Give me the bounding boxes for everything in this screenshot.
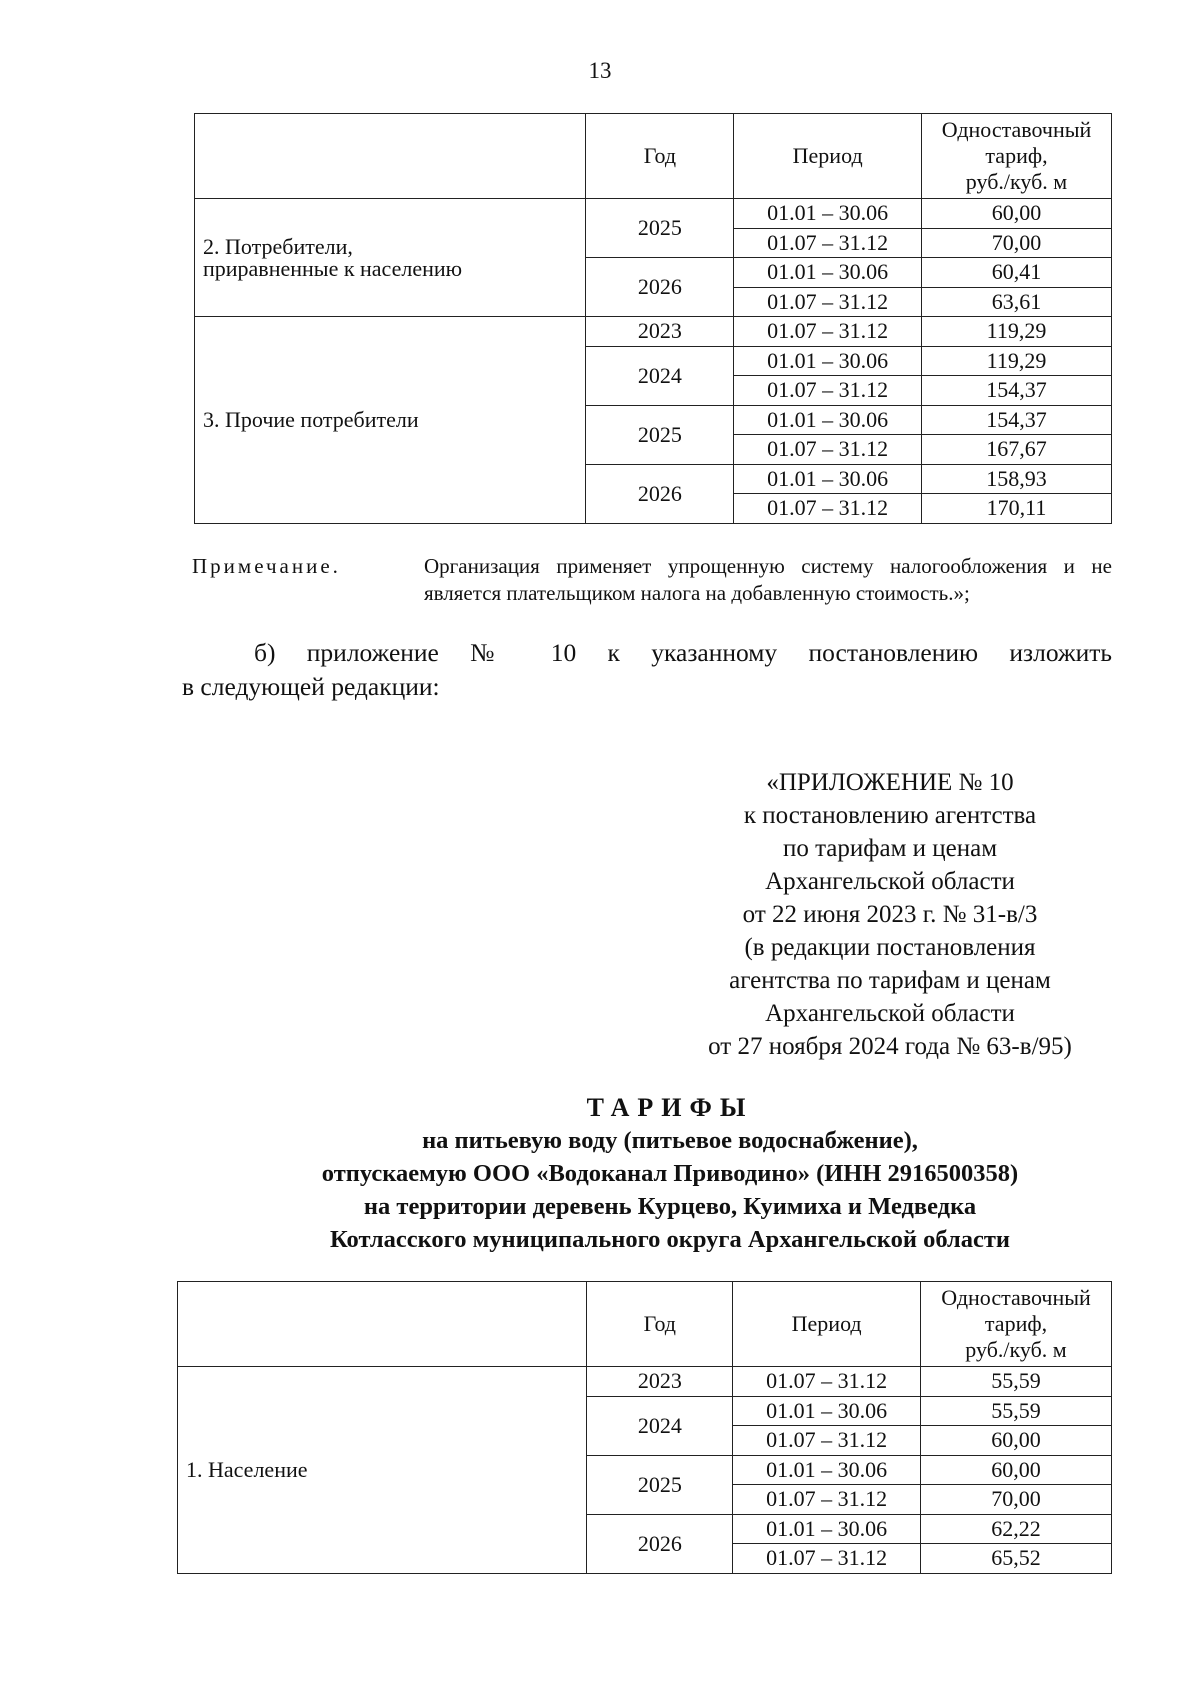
appendix-line: к постановлению агентства [743, 802, 1037, 829]
page-number: 13 [588, 58, 612, 83]
tariff-table-drinking-water [177, 1281, 1112, 1574]
appendix-line: (в редакции постановления [744, 934, 1036, 961]
header-tariff [922, 114, 1112, 199]
tariff-cell: 55,59 [921, 1396, 1112, 1426]
header-tariff [921, 1282, 1112, 1367]
tariff-cell: 119,29 [922, 317, 1112, 347]
tariff-cell: 167,67 [922, 435, 1112, 465]
year-cell: 2025 [586, 199, 734, 258]
year-cell: 2026 [586, 464, 734, 523]
category-line: 1. Население [186, 1456, 308, 1482]
appendix-line: «ПРИЛОЖЕНИЕ № 10 [766, 769, 1014, 796]
appendix-line: агентства по тарифам и ценам [729, 967, 1051, 994]
year-cell: 2025 [586, 405, 734, 464]
paragraph-line-2: в следующей редакции: [182, 672, 440, 701]
heading-line: отпускаемую ООО «Водоканал Приводино» (ИНН 2916500358) [321, 1160, 1019, 1187]
period-cell: 01.01 – 30.06 [734, 346, 922, 376]
period-cell: 01.01 – 30.06 [734, 199, 922, 229]
year-cell: 2026 [586, 258, 734, 317]
year-cell: 2024 [587, 1396, 733, 1455]
period-cell: 01.07 – 31.12 [734, 435, 922, 465]
tariff-cell: 55,59 [921, 1367, 1112, 1397]
period-cell: 01.07 – 31.12 [734, 317, 922, 347]
period-cell: 01.07 – 31.12 [734, 287, 922, 317]
heading-title: ТАРИФЫ [586, 1093, 754, 1122]
table-row [178, 1367, 1112, 1397]
appendix-reference [668, 766, 1112, 1063]
header-tariff-line: Одноставочный [941, 1285, 1091, 1311]
tariff-cell: 62,22 [921, 1514, 1112, 1544]
header-category [178, 1282, 587, 1367]
appendix-line: Архангельской области [765, 868, 1015, 895]
period-cell: 01.01 – 30.06 [733, 1455, 921, 1485]
period-cell: 01.01 – 30.06 [734, 405, 922, 435]
header-year: Год [587, 1282, 733, 1367]
tariff-cell: 119,29 [922, 346, 1112, 376]
header-tariff-line: тариф, [984, 1311, 1048, 1337]
tariff-table-continued [194, 113, 1112, 524]
period-cell: 01.07 – 31.12 [733, 1367, 921, 1397]
appendix-line: от 27 ноября 2024 года № 63-в/95) [708, 1033, 1072, 1060]
year-cell: 2026 [587, 1514, 733, 1573]
table-row [195, 199, 1112, 229]
tariff-cell: 60,00 [921, 1426, 1112, 1456]
header-tariff-line: Одноставочный [941, 117, 1092, 143]
heading-line: на питьевую воду (питьевое водоснабжение), [422, 1127, 918, 1154]
tariff-cell: 63,61 [922, 287, 1112, 317]
tariff-cell: 154,37 [922, 405, 1112, 435]
header-category [195, 114, 586, 199]
period-cell: 01.07 – 31.12 [734, 228, 922, 258]
period-cell: 01.07 – 31.12 [734, 376, 922, 406]
header-tariff-line: руб./куб. м [965, 1336, 1067, 1362]
paragraph-line-1: б) приложение № 10 к указанному постановлению изложить [254, 638, 1112, 667]
note [192, 553, 1112, 607]
appendix-line: от 22 июня 2023 г. № 31-в/3 [742, 901, 1038, 928]
tariff-cell: 158,93 [922, 464, 1112, 494]
note-text: Организация применяет упрощенную систему налогообложения и не является плательщиком налога на добавленную стоимость.»; [424, 554, 1112, 605]
tariff-cell: 60,00 [922, 199, 1112, 229]
period-cell: 01.07 – 31.12 [733, 1544, 921, 1574]
period-cell: 01.07 – 31.12 [733, 1426, 921, 1456]
period-cell: 01.01 – 30.06 [733, 1396, 921, 1426]
period-cell: 01.01 – 30.06 [734, 464, 922, 494]
table-row [195, 317, 1112, 347]
tariff-cell: 170,11 [922, 494, 1112, 524]
amendment-paragraph [182, 636, 1112, 704]
year-cell: 2024 [586, 346, 734, 405]
header-tariff-line: тариф, [985, 143, 1048, 169]
tariff-heading [0, 1091, 1200, 1256]
period-cell: 01.01 – 30.06 [733, 1514, 921, 1544]
year-cell: 2025 [587, 1455, 733, 1514]
category-line: приравненные к населению [203, 255, 463, 281]
period-cell: 01.07 – 31.12 [733, 1485, 921, 1515]
category-line: 2. Потребители, [203, 233, 353, 259]
tariff-cell: 60,41 [922, 258, 1112, 288]
appendix-line: Архангельской области [765, 1000, 1015, 1027]
tariff-cell: 154,37 [922, 376, 1112, 406]
heading-line: Котласского муниципального округа Архангельской области [330, 1226, 1010, 1253]
tariff-cell: 65,52 [921, 1544, 1112, 1574]
tariff-cell: 70,00 [921, 1485, 1112, 1515]
header-period: Период [734, 114, 922, 199]
category-cell [195, 317, 586, 524]
period-cell: 01.07 – 31.12 [734, 494, 922, 524]
header-year: Год [586, 114, 734, 199]
heading-line: на территории деревень Курцево, Куимиха и Медведка [363, 1193, 977, 1220]
period-cell: 01.01 – 30.06 [734, 258, 922, 288]
category-line: 3. Прочие потребители [203, 406, 419, 432]
category-cell [195, 199, 586, 317]
year-cell: 2023 [587, 1367, 733, 1397]
appendix-line: по тарифам и ценам [782, 835, 998, 862]
year-cell: 2023 [586, 317, 734, 347]
tariff-cell: 60,00 [921, 1455, 1112, 1485]
note-label: Примечание. [192, 554, 341, 578]
tariff-cell: 70,00 [922, 228, 1112, 258]
category-cell [178, 1367, 587, 1574]
header-period: Период [733, 1282, 921, 1367]
header-tariff-line: руб./куб. м [965, 168, 1068, 194]
